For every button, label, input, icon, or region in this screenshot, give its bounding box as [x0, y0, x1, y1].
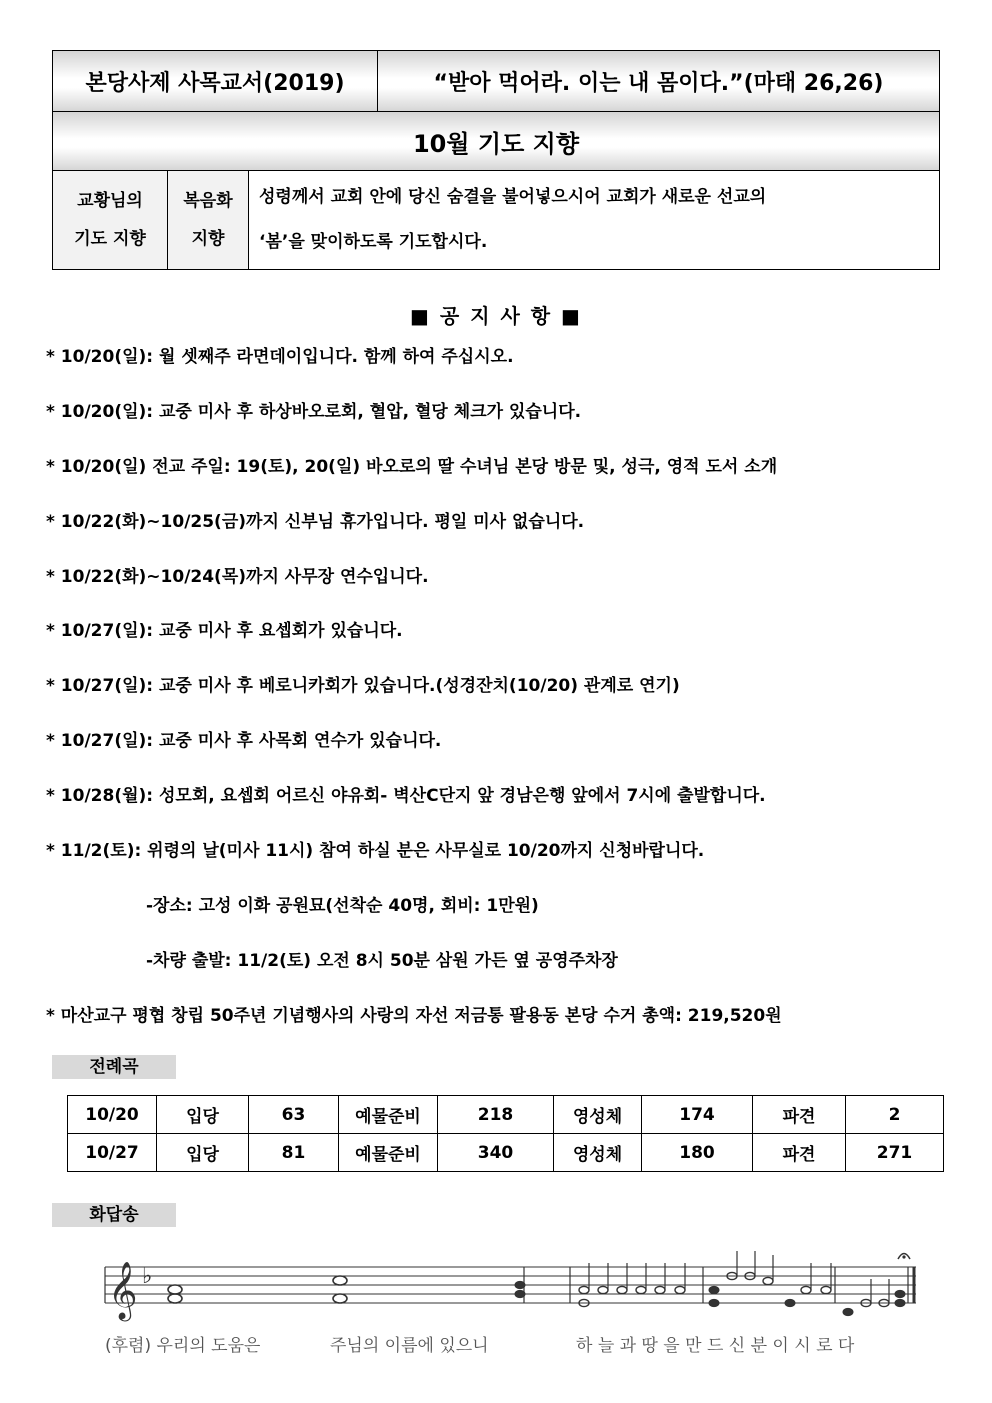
note-icon — [763, 1277, 773, 1284]
table-cell: 파견 — [753, 1096, 846, 1134]
evangelization-label: 복음화 지향 — [168, 171, 249, 269]
lyric-line: (후렴) 우리의 도움은 — [105, 1336, 261, 1356]
table-row — [68, 1134, 944, 1172]
list-item: * 10/27(일): 교중 미사 후 베로니카회가 있습니다.(성경잔치(10/20) 관계로 연기) — [46, 676, 680, 697]
psalm-music-score — [100, 1245, 920, 1365]
note-icon — [655, 1286, 665, 1293]
treble-clef-icon: 𝄞 — [108, 1261, 138, 1319]
table-cell: 영성체 — [554, 1134, 642, 1172]
header-table — [52, 50, 940, 270]
table-cell: 174 — [642, 1096, 753, 1134]
list-item: * 10/20(일) 전교 주일: 19(토), 20(일) 바오로의 딸 수녀님 본당 방문 및, 성극, 영적 도서 소개 — [46, 456, 778, 477]
list-item: * 10/20(일): 교중 미사 후 하상바오로회, 혈압, 혈당 체크가 있습니다. — [46, 401, 582, 422]
table-cell: 파견 — [753, 1134, 846, 1172]
note-icon — [598, 1286, 608, 1293]
notices-list — [46, 339, 782, 1053]
table-cell: 81 — [249, 1134, 339, 1172]
table-cell: 영성체 — [554, 1096, 642, 1134]
table-cell: 2 — [846, 1096, 944, 1134]
table-cell: 10/20 — [68, 1096, 157, 1134]
table-row — [68, 1096, 944, 1134]
table-cell: 218 — [438, 1096, 554, 1134]
table-cell: 340 — [438, 1134, 554, 1172]
note-icon — [709, 1299, 719, 1306]
table-cell: 입당 — [157, 1134, 249, 1172]
list-item: * 10/28(월): 성모회, 요셉회 어르신 야유회- 벽산C단지 앞 경남은행 앞에서 7시에 출발합니다. — [46, 786, 766, 807]
note-icon — [515, 1290, 525, 1297]
table-cell: 예물준비 — [339, 1096, 438, 1134]
note-icon — [709, 1286, 719, 1293]
note-icon — [617, 1286, 627, 1293]
list-item: * 10/22(화)~10/24(목)까지 사무장 연수입니다. — [46, 566, 429, 587]
note-icon — [895, 1290, 905, 1297]
lyric-line: 주님의 이름에 있으니 — [330, 1336, 489, 1356]
pope-intention-label: 교황님의 기도 지향 — [53, 171, 168, 269]
table-cell: 10/27 — [68, 1134, 157, 1172]
pastoral-letter-title: 본당사제 사목교서(2019) — [53, 51, 378, 112]
staff-lines — [105, 1267, 916, 1303]
list-item: * 10/27(일): 교중 미사 후 사목회 연수가 있습니다. — [46, 731, 442, 752]
table-cell: 예물준비 — [339, 1134, 438, 1172]
note-icon — [895, 1299, 905, 1306]
note-stems — [589, 1251, 889, 1303]
list-item: -장소: 고성 이화 공원묘(선착순 40명, 회비: 1만원) — [146, 895, 539, 916]
note-icon — [675, 1286, 685, 1293]
list-item: * 11/2(토): 위령의 날(미사 11시) 참여 하실 분은 사무실로 10/20까지 신청바랍니다. — [46, 841, 705, 862]
table-cell: 입당 — [157, 1096, 249, 1134]
intention-text: 성령께서 교회 안에 당신 숨결을 불어넣으시어 교회가 새로운 선교의 ‘봄’을 맞이하도록 기도합시다. — [259, 187, 767, 252]
psalm-section-title: 화답송 — [52, 1203, 176, 1227]
list-item: * 10/27(일): 교중 미사 후 요셉회가 있습니다. — [46, 621, 403, 642]
list-item: * 10/22(화)~10/25(금)까지 신부님 휴가입니다. 평일 미사 없습니다. — [46, 511, 585, 532]
note-icon — [843, 1308, 853, 1315]
note-icon — [333, 1276, 347, 1285]
note-icon — [579, 1286, 589, 1293]
table-cell: 180 — [642, 1134, 753, 1172]
fermata-dot-icon — [902, 1255, 905, 1258]
lyric-line: 하 늘 과 땅 을 만 드 신 분 이 시 로 다 — [576, 1336, 855, 1356]
note-icon — [168, 1294, 182, 1303]
table-cell: 63 — [249, 1096, 339, 1134]
note-icon — [785, 1299, 795, 1306]
table-cell: 271 — [846, 1134, 944, 1172]
note-icon — [515, 1281, 525, 1288]
psalm-lyrics — [105, 1335, 855, 1356]
note-icon — [636, 1286, 646, 1293]
hymn-table — [67, 1095, 944, 1172]
list-item: * 10/20(일): 월 셋째주 라면데이입니다. 함께 하여 주십시오. — [46, 347, 514, 367]
flat-icon: ♭ — [142, 1264, 153, 1289]
note-icon — [801, 1286, 811, 1293]
note-icon — [168, 1285, 182, 1294]
motto: “받아 먹어라. 이는 내 몸이다.”(마태 26,26) — [378, 51, 940, 112]
whole-notes — [168, 1276, 347, 1303]
list-item: * 마산교구 평협 창립 50주년 기념행사의 사랑의 자선 저금통 팔용동 본당 수거 총액: 219,520원 — [46, 1005, 782, 1026]
hymn-section-title: 전례곡 — [52, 1055, 176, 1079]
note-icon — [821, 1286, 831, 1293]
notices-heading: ■ 공 지 사 항 ■ — [410, 304, 582, 328]
list-item: -차량 출발: 11/2(토) 오전 8시 50분 삼원 가든 옆 공영주차장 — [146, 950, 618, 971]
prayer-intention-title: 10월 기도 지향 — [53, 112, 940, 171]
note-icon — [333, 1294, 347, 1303]
